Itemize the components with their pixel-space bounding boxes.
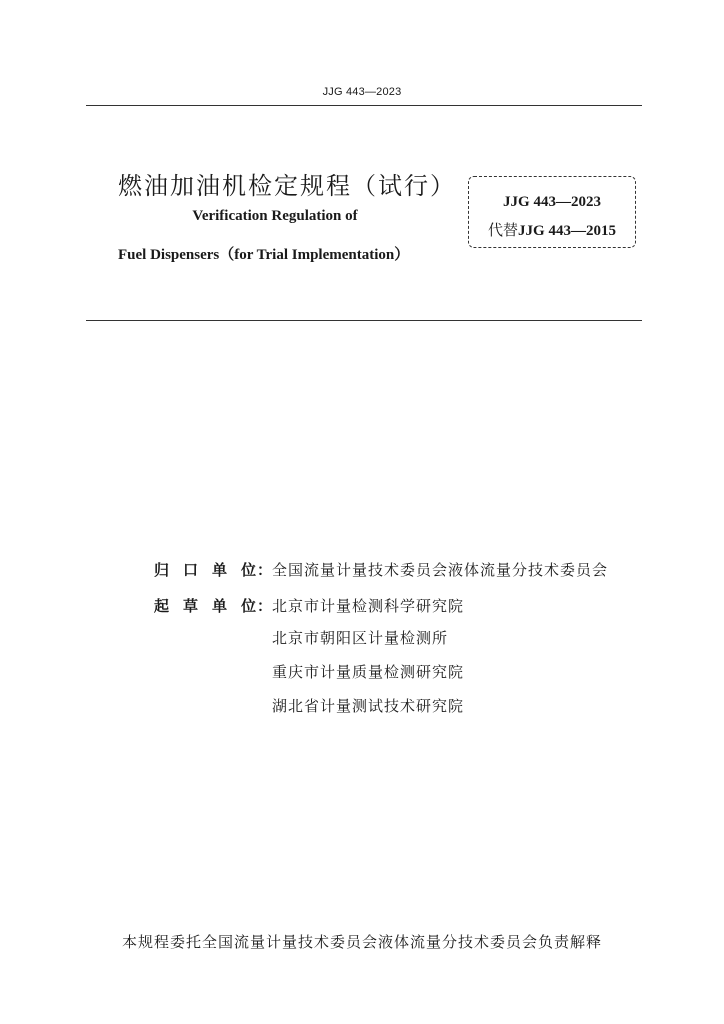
drafting-unit-label <box>154 595 272 616</box>
drafting-unit-value: 北京市计量检测科学研究院 <box>272 597 465 615</box>
responsible-unit-row <box>154 559 608 580</box>
drafting-unit-value: 湖北省计量测试技术研究院 <box>272 697 465 715</box>
interpretation-note: 本规程委托全国流量计量技术委员会液体流量分技术委员会负责解释 <box>121 933 602 951</box>
standard-code: JJG 443—2023 <box>503 194 601 210</box>
drafting-unit-row <box>154 595 464 616</box>
header-standard-code: JJG 443—2023 <box>322 86 402 98</box>
drafting-unit-value: 北京市朝阳区计量检测所 <box>272 629 449 647</box>
title-rule <box>86 320 642 321</box>
responsible-unit-label <box>154 559 272 580</box>
label-char: 起 <box>154 597 170 615</box>
document-title-en-line1: Verification Regulation of <box>192 208 358 224</box>
replaces-prefix: 代替 <box>488 221 519 239</box>
document-title-en-line2: Fuel Dispensers（for Trial Implementation） <box>118 247 410 263</box>
replaces-line <box>469 219 635 240</box>
label-separator: ： <box>257 597 273 615</box>
document-title-cn: 燃油加油机检定规程（试行） <box>118 172 456 200</box>
label-char: 归 <box>154 561 170 579</box>
drafting-unit-value: 重庆市计量质量检测研究院 <box>272 663 465 681</box>
label-char: 单 <box>212 561 228 579</box>
label-separator: ： <box>257 561 273 579</box>
label-char: 单 <box>212 597 228 615</box>
label-char: 口 <box>183 561 199 579</box>
responsible-unit-value: 全国流量计量技术委员会液体流量分技术委员会 <box>272 561 609 579</box>
label-char: 位 <box>241 597 257 615</box>
label-char: 草 <box>183 597 199 615</box>
replaces-code: JJG 443—2015 <box>518 223 616 239</box>
header-rule <box>86 105 642 106</box>
label-char: 位 <box>241 561 257 579</box>
standard-code-box <box>468 176 636 248</box>
